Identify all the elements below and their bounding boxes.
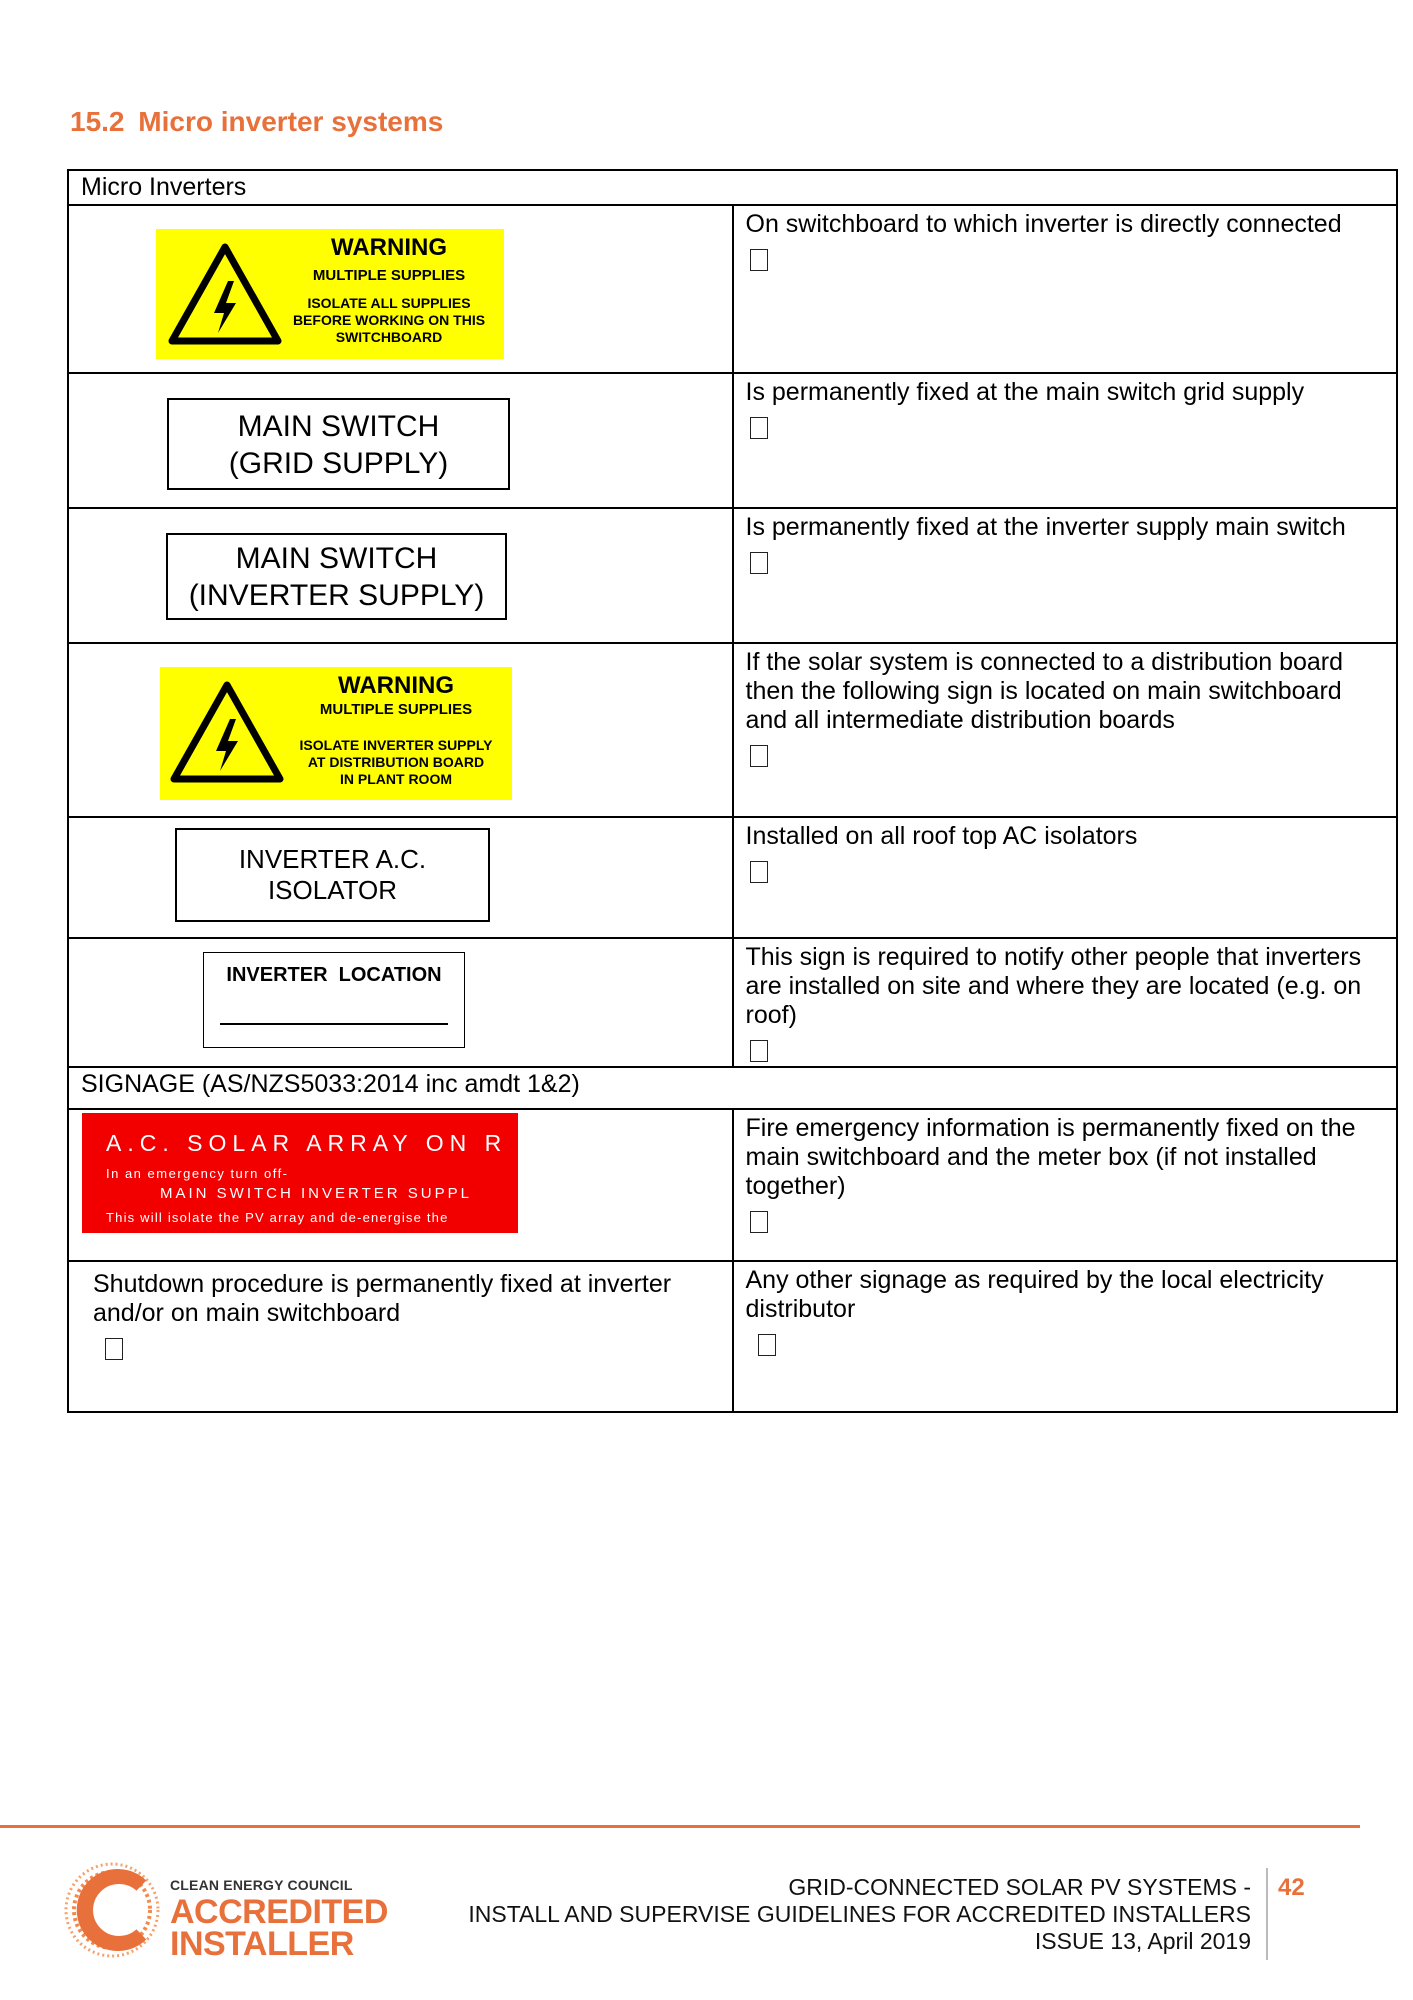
warning-text: BEFORE WORKING ON THIS — [292, 312, 486, 328]
checkbox[interactable] — [750, 861, 768, 883]
table-row — [68, 1261, 1397, 1412]
table-row — [68, 508, 1397, 643]
table-row — [68, 205, 1397, 373]
requirement-text: Shutdown procedure is permanently fixed at inverter and/or on main switchboard — [93, 1270, 672, 1327]
warning-subtitle: MULTIPLE SUPPLIES — [319, 701, 473, 718]
requirement-cell — [733, 508, 1398, 643]
sign-text: (INVERTER SUPPLY) — [188, 579, 485, 612]
requirement-cell — [68, 1261, 733, 1412]
warning-title: WARNING — [338, 672, 454, 699]
signage-header: SIGNAGE (AS/NZS5033:2014 inc amdt 1&2) — [68, 1067, 1397, 1109]
main-switch-grid-supply-sign — [167, 398, 510, 490]
table-row — [68, 938, 1397, 1067]
sign-cell — [68, 205, 733, 373]
sign-text: INVERTER A.C. — [238, 844, 427, 874]
checkbox[interactable] — [750, 417, 768, 439]
requirement-cell — [733, 938, 1398, 1067]
requirement-text: Is permanently fixed at the inverter supply main switch — [745, 513, 1346, 541]
requirement-text: If the solar system is connected to a distribution board then the following sign is located on main switchboard and all intermediate distribution boards — [745, 648, 1344, 734]
warning-subtitle: MULTIPLE SUPPLIES — [312, 267, 466, 284]
requirement-cell — [733, 1261, 1398, 1412]
footer-line: INSTALL AND SUPERVISE GUIDELINES FOR ACCREDITED INSTALLERS — [468, 1901, 1251, 1927]
sign-cell — [68, 1109, 733, 1261]
requirement-text: Installed on all roof top AC isolators — [745, 822, 1138, 850]
warning-text: ISOLATE ALL SUPPLIES — [307, 295, 471, 311]
signage-checklist-table — [67, 169, 1398, 1413]
checkbox[interactable] — [105, 1338, 123, 1360]
footer-line: GRID-CONNECTED SOLAR PV SYSTEMS - — [788, 1874, 1251, 1900]
requirement-cell — [733, 373, 1398, 508]
table-header: Micro Inverters — [68, 170, 1397, 205]
table-row — [68, 817, 1397, 938]
requirement-cell — [733, 1109, 1398, 1261]
sign-text: ISOLATOR — [267, 875, 398, 905]
warning-sign-multiple-supplies — [156, 229, 504, 359]
requirement-cell — [733, 205, 1398, 373]
footer-line: ISSUE 13, April 2019 — [1034, 1928, 1251, 1954]
table-row — [68, 1109, 1397, 1261]
warning-title: WARNING — [331, 234, 447, 261]
warning-sign-distribution-board — [160, 667, 512, 800]
section-heading — [70, 106, 443, 138]
section-number: 15.2 — [70, 106, 125, 137]
requirement-cell — [733, 643, 1398, 817]
sign-text: MAIN SWITCH — [237, 410, 440, 443]
fire-sign-text: This will isolate the PV array and de-energise the — [106, 1210, 449, 1225]
checkbox[interactable] — [758, 1334, 776, 1356]
inverter-location-sign — [203, 952, 465, 1048]
page-number: 42 — [1278, 1874, 1305, 1901]
sign-text: MAIN SWITCH — [235, 542, 438, 575]
checkbox[interactable] — [750, 1040, 768, 1062]
warning-text: SWITCHBOARD — [335, 329, 443, 345]
fire-sign-title: A.C. SOLAR ARRAY ON R — [106, 1130, 508, 1156]
accredited-installer-logo — [62, 1855, 392, 1965]
footer-document-info — [468, 1874, 1251, 1955]
sign-cell — [68, 373, 733, 508]
requirement-text: Any other signage as required by the local electricity distributor — [745, 1266, 1324, 1323]
logo-big-text: ACCREDITED — [170, 1893, 388, 1931]
requirement-text: This sign is required to notify other people that inverters are installed on site and where they are located (e.g. on roof) — [745, 943, 1362, 1029]
warning-text: ISOLATE INVERTER SUPPLY — [299, 737, 493, 753]
checkbox[interactable] — [750, 249, 768, 271]
sign-text: (GRID SUPPLY) — [228, 447, 449, 480]
checkbox[interactable] — [750, 745, 768, 767]
table-row — [68, 643, 1397, 817]
footer-separator — [1266, 1868, 1268, 1960]
requirement-text: Is permanently fixed at the main switch grid supply — [745, 378, 1305, 406]
section-title: Micro inverter systems — [138, 106, 444, 137]
logo-small-text: CLEAN ENERGY COUNCIL — [170, 1877, 353, 1893]
requirement-text: Fire emergency information is permanently fixed on the main switchboard and the meter box (if not installed together) — [745, 1114, 1356, 1200]
location-blank-line — [220, 1023, 448, 1025]
sign-text: INVERTER LOCATION — [226, 964, 442, 986]
fire-sign-text: In an emergency turn off- — [106, 1166, 289, 1181]
sign-cell — [68, 508, 733, 643]
logo-big-text: INSTALLER — [170, 1925, 354, 1963]
fire-sign-text: MAIN SWITCH INVERTER SUPPL — [160, 1185, 472, 1202]
electric-hazard-icon — [166, 241, 284, 349]
sign-cell — [68, 643, 733, 817]
sign-cell — [68, 817, 733, 938]
main-switch-inverter-supply-sign — [166, 533, 507, 620]
warning-text: AT DISTRIBUTION BOARD — [307, 754, 485, 770]
table-row — [68, 373, 1397, 508]
logo-c-icon — [62, 1855, 162, 1965]
electric-hazard-icon — [168, 679, 286, 787]
sign-cell — [68, 938, 733, 1067]
warning-text: IN PLANT ROOM — [340, 771, 452, 787]
requirement-cell — [733, 817, 1398, 938]
inverter-ac-isolator-sign — [175, 828, 490, 922]
checkbox[interactable] — [750, 552, 768, 574]
requirement-text: On switchboard to which inverter is directly connected — [745, 210, 1342, 238]
checkbox[interactable] — [750, 1211, 768, 1233]
fire-emergency-sign — [82, 1113, 518, 1233]
footer-divider — [0, 1825, 1360, 1828]
